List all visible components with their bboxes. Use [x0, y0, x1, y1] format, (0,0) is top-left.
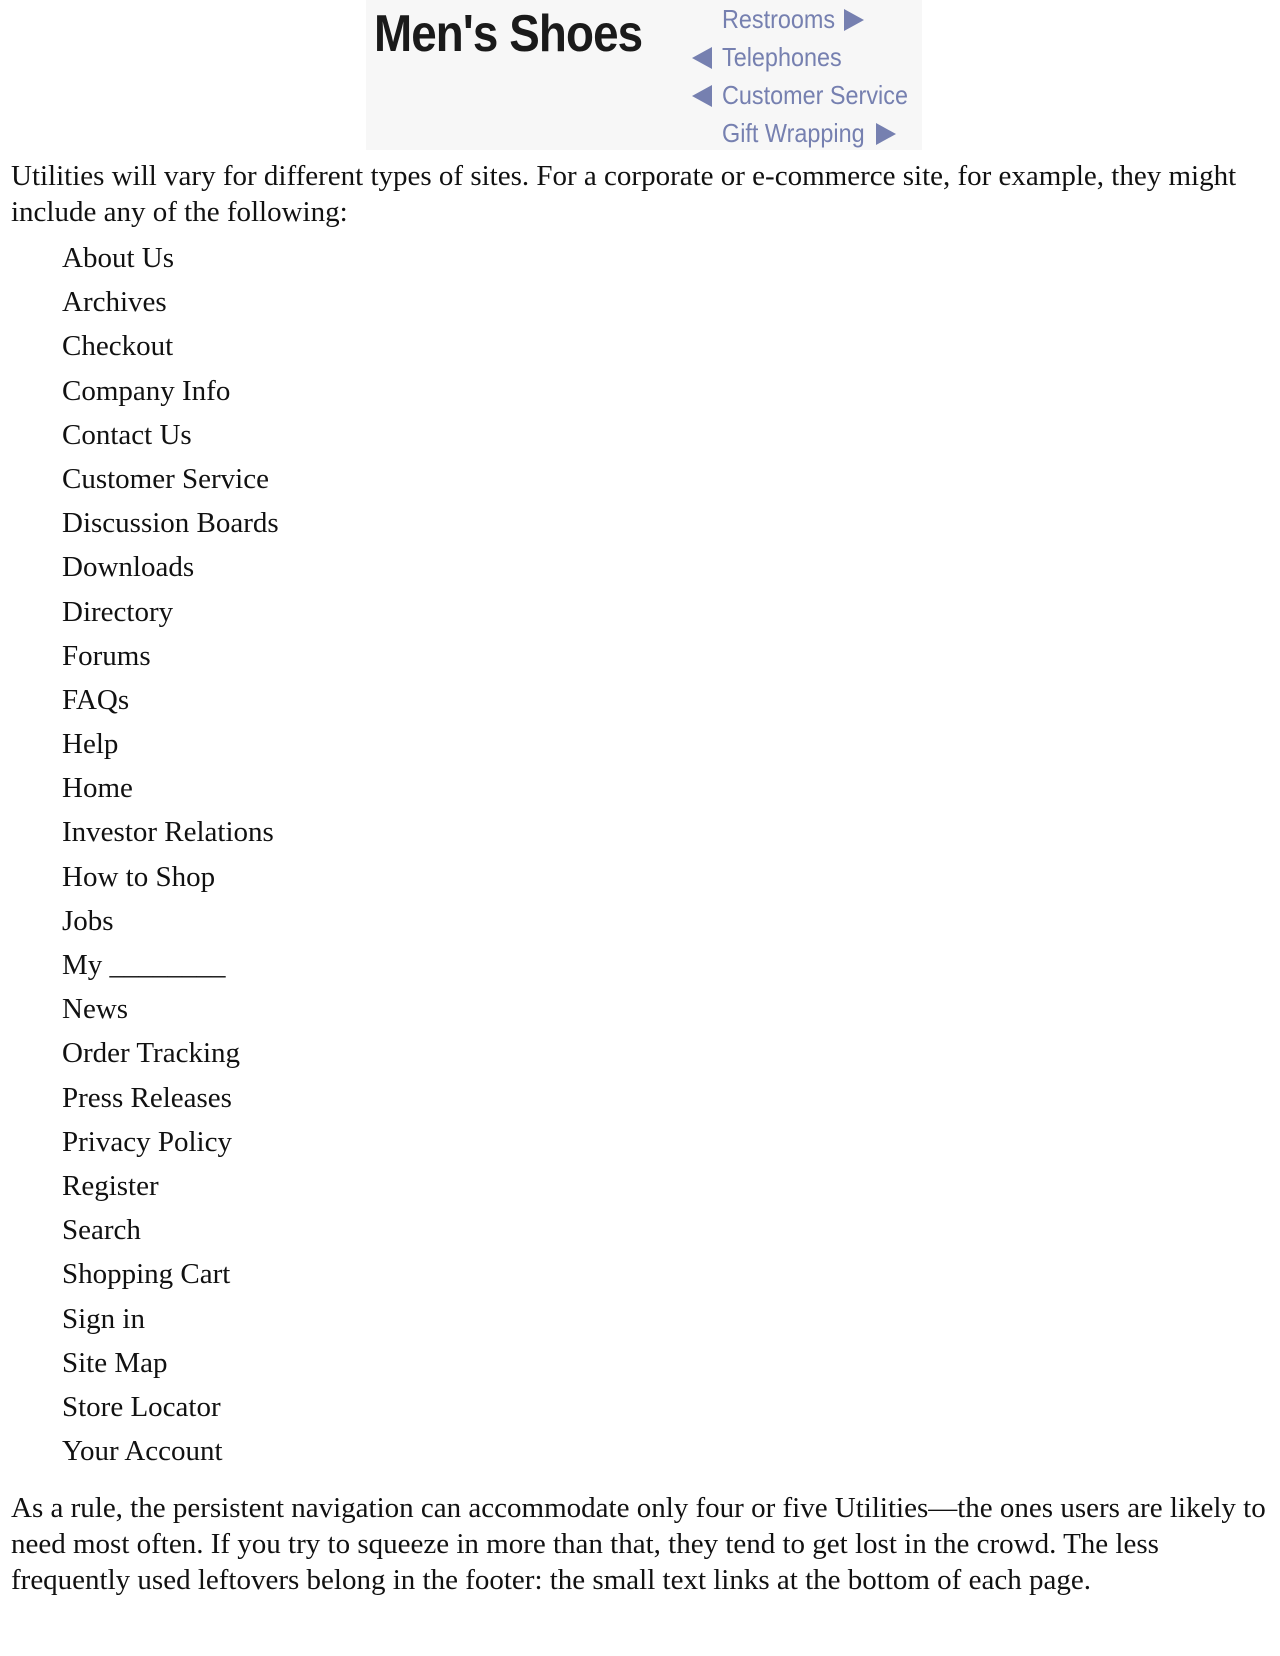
utility-item: Search — [62, 1214, 141, 1247]
utility-item: Sign in — [62, 1302, 145, 1335]
arrow-right-icon — [876, 123, 896, 145]
utility-item: My ________ — [62, 949, 226, 981]
telephones-link[interactable] — [692, 42, 855, 73]
utility-item: Register — [62, 1169, 159, 1202]
utility-item: Checkout — [62, 330, 174, 363]
arrow-left-icon — [692, 47, 712, 69]
utility-item: Discussion Boards — [62, 507, 279, 540]
utility-item: Store Locator — [62, 1390, 221, 1423]
outro-paragraph: As a rule, the persistent navigation can accommodate only four or five Utilities—the ones users are likely to need most often. If you try to squeeze in more than that, they tend to get lost in the crowd. The less frequently used leftovers belong in the footer: the small text links at the bottom of each page. — [11, 1492, 1266, 1596]
utility-item: Forums — [62, 639, 151, 672]
utility-item: Site Map — [62, 1346, 168, 1379]
utility-item: Shopping Cart — [62, 1258, 231, 1291]
utility-item: Contact Us — [62, 418, 192, 451]
utilities-list — [62, 236, 279, 1473]
utility-item: Archives — [62, 286, 167, 319]
utility-item: About Us — [62, 242, 174, 274]
utility-item: FAQs — [62, 683, 130, 716]
utility-item: Company Info — [62, 374, 231, 407]
utility-item: Help — [62, 728, 119, 761]
utility-item: Press Releases — [62, 1081, 232, 1114]
store-sign-figure — [366, 0, 922, 150]
utility-item: Downloads — [62, 551, 195, 584]
utility-item: Privacy Policy — [62, 1125, 232, 1158]
utility-item: Your Account — [62, 1435, 223, 1468]
utility-item: Jobs — [62, 904, 114, 937]
utility-item: How to Shop — [62, 860, 216, 893]
figure-title: Men's Shoes — [374, 5, 643, 63]
customer-service-label: Customer Service — [722, 80, 908, 110]
arrow-right-icon — [844, 9, 864, 31]
utility-item: Home — [62, 772, 133, 805]
utility-item: Investor Relations — [62, 816, 274, 849]
utility-item: Customer Service — [62, 462, 269, 495]
figure-directions — [686, 0, 922, 150]
restrooms-label: Restrooms — [722, 4, 836, 34]
intro-paragraph: Utilities will vary for different types of sites. For a corporate or e-commerce site, for example, they might include any of the following: — [11, 160, 1237, 228]
utility-item: News — [62, 993, 129, 1026]
gift-wrapping-link[interactable] — [722, 118, 896, 149]
gift-wrapping-label: Gift Wrapping — [722, 118, 865, 148]
restrooms-link[interactable] — [722, 4, 864, 35]
utility-item: Directory — [62, 595, 174, 628]
utility-item: Order Tracking — [62, 1037, 241, 1070]
arrow-left-icon — [692, 85, 712, 107]
telephones-label: Telephones — [722, 42, 842, 72]
customer-service-link[interactable] — [692, 80, 929, 111]
